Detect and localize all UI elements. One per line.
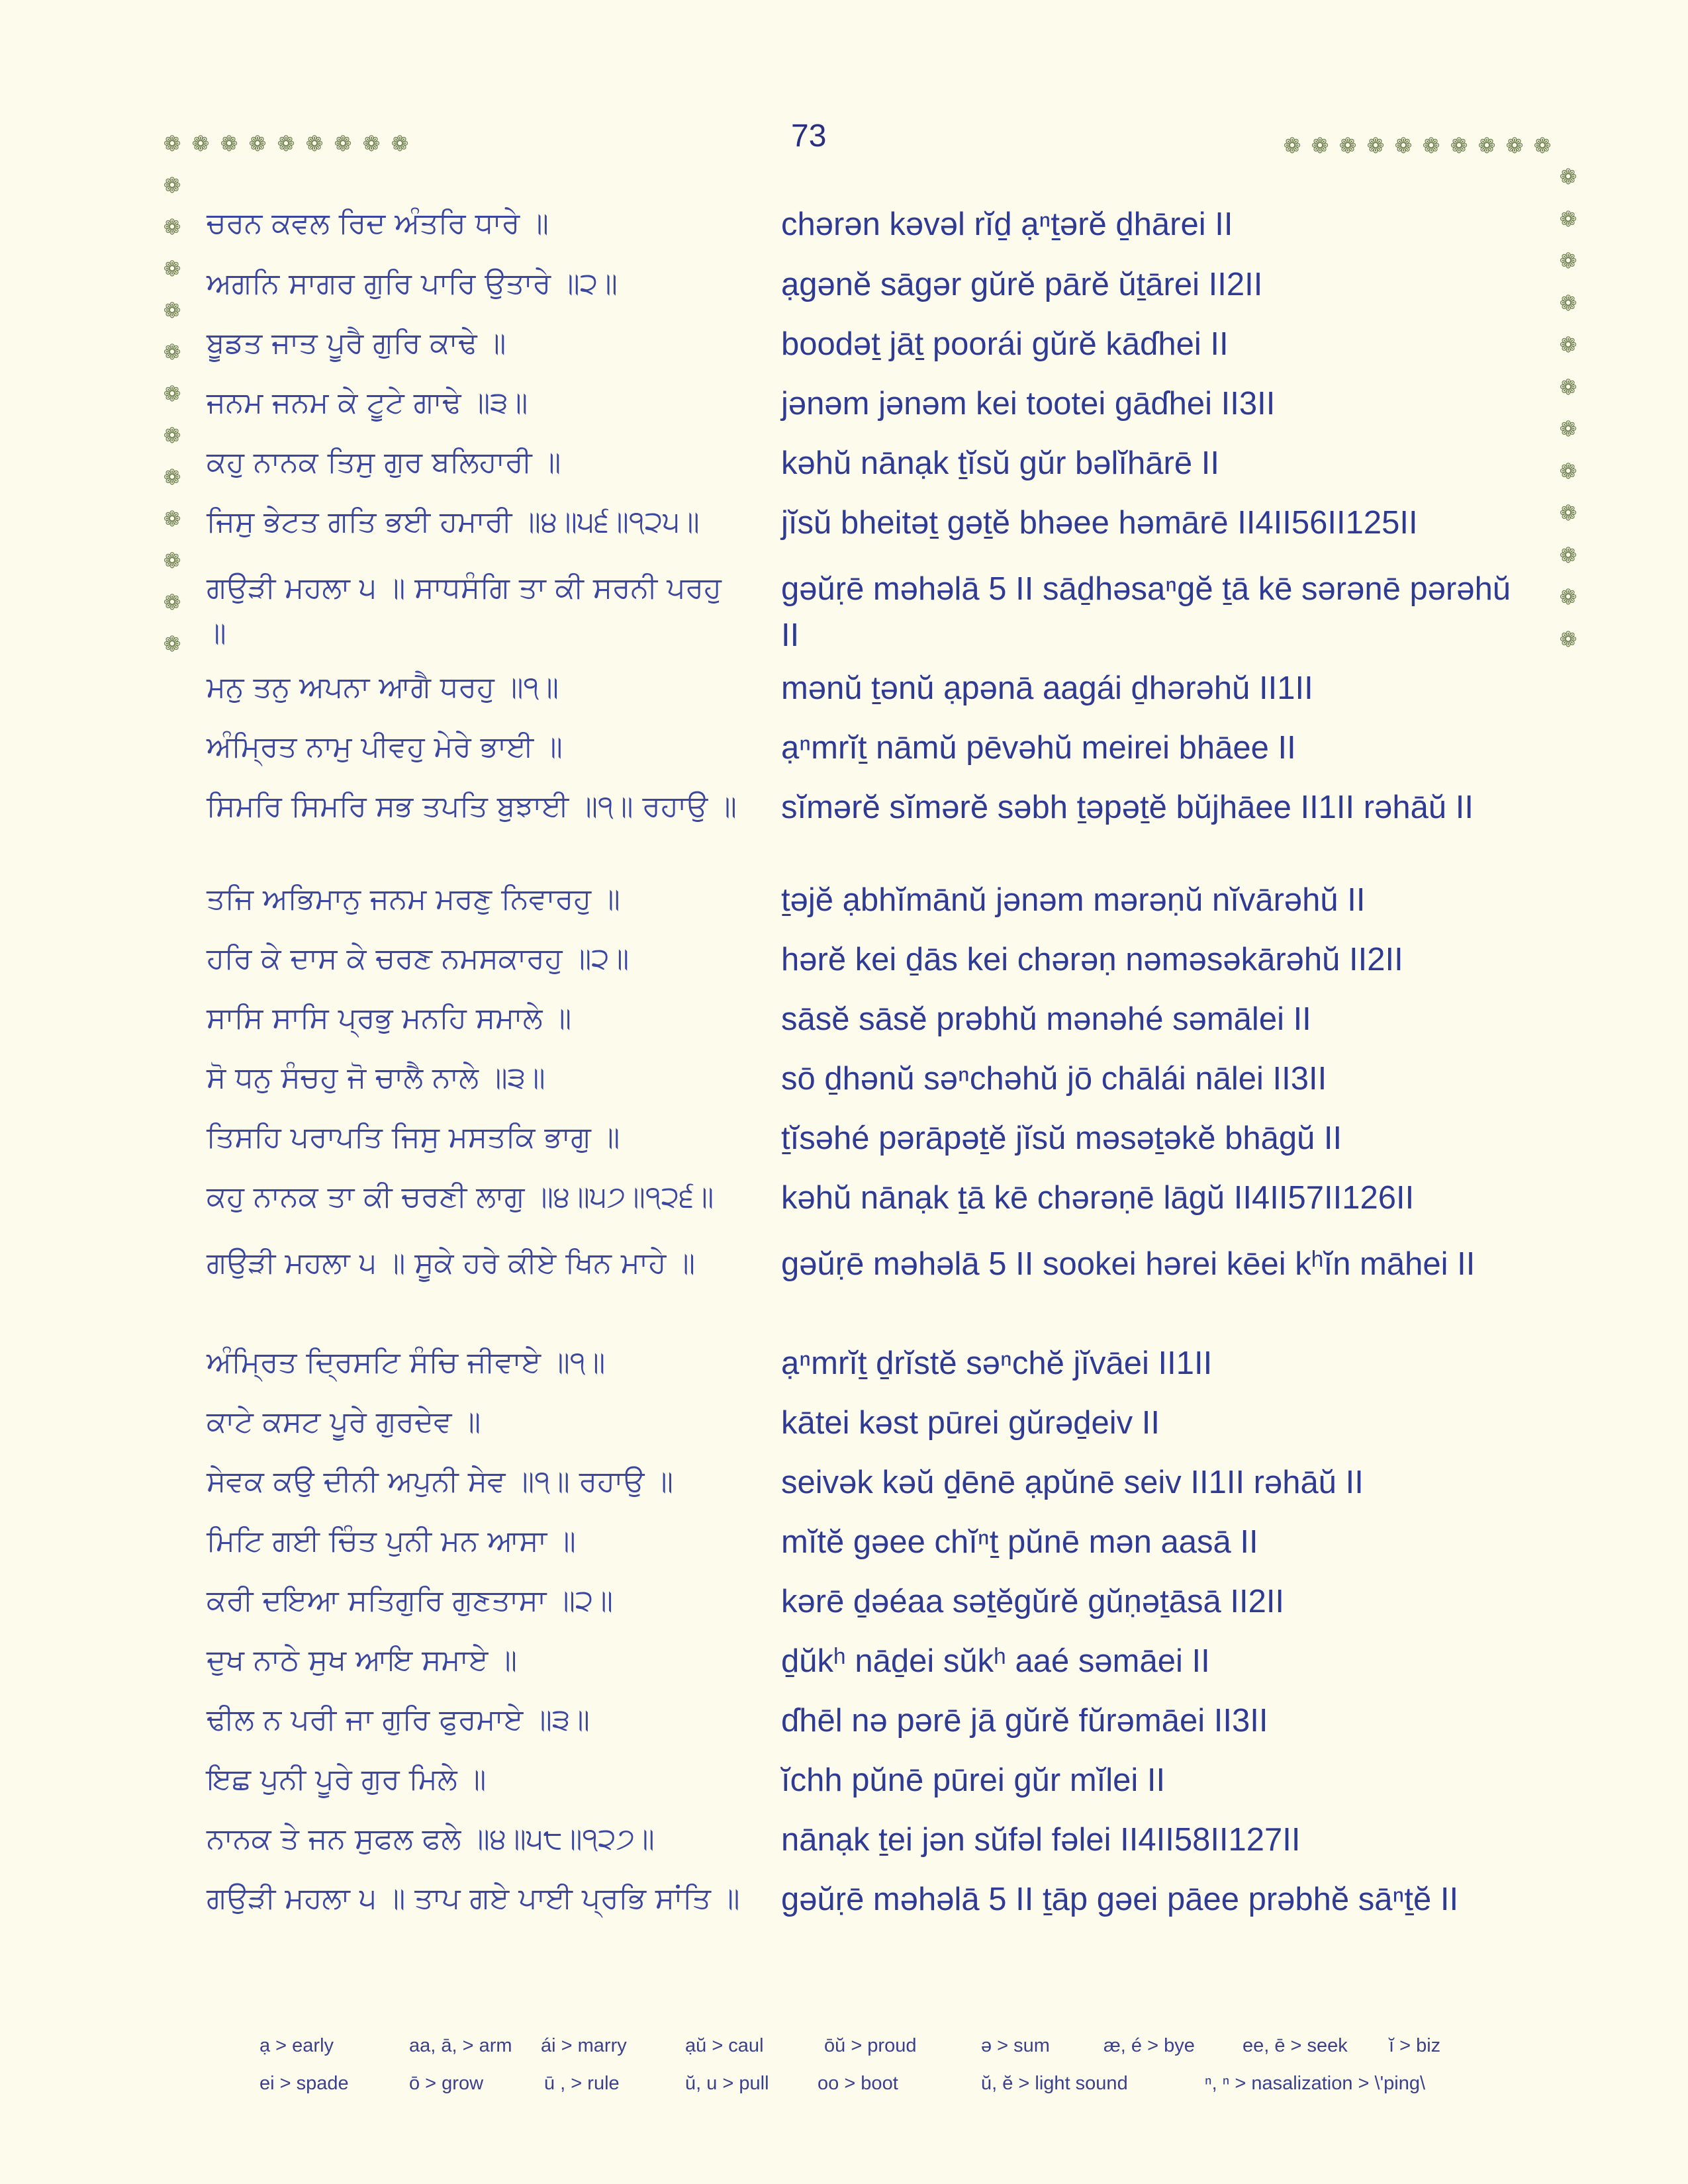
gurmukhi-text: ਸੇਵਕ ਕਉ ਦੀਨੀ ਅਪੁਨੀ ਸੇਵ ॥੧॥ ਰਹਾਉ ॥ [207, 1465, 674, 1498]
flower-ornament-icon: ❁ [1533, 133, 1552, 158]
transliteration-text: sĭmərĕ sĭmərĕ səbh ṯəpəṯĕ bŭjhāee II1II rəhāŭ II [781, 790, 1474, 825]
transliteration-text: jĭsŭ bheitəṯ gəṯĕ bhəee həmārē II4II56II125II [781, 505, 1418, 541]
flower-ornament-icon: ❁ [1477, 133, 1496, 158]
flower-ornament-icon: ❁ [163, 256, 181, 281]
transliteration-text: mĭtĕ gəee chĭⁿṯ pŭnē mən aasā II [781, 1524, 1258, 1560]
legend-item: ŭ, u > pull [685, 2073, 769, 2094]
transliteration-text: jənəm jənəm kei tootei gāɗhei II3II [781, 386, 1276, 422]
flower-ornament-icon: ❁ [163, 298, 181, 323]
flower-ornament-icon: ❁ [163, 465, 181, 490]
transliteration-text: kātei kəst pūrei gŭrəḏeiv II [781, 1405, 1160, 1441]
gurmukhi-text: ਮਿਟਿ ਗਈ ਚਿੰਤ ਪੁਨੀ ਮਨ ਆਸਾ ॥ [207, 1524, 576, 1558]
flower-ornament-icon: ❁ [163, 340, 181, 365]
flower-ornament-icon: ❁ [248, 131, 267, 156]
legend-item: ạ > early [259, 2035, 334, 2056]
gurmukhi-text: ਮਨੁ ਤਨੁ ਅਪਨਾ ਆਗੈ ਧਰਹੁ ॥੧॥ [207, 670, 559, 704]
flower-ornament-icon: ❁ [334, 131, 352, 156]
flower-ornament-icon: ❁ [305, 131, 324, 156]
transliteration-text: ạⁿmrĭṯ ḏrĭstĕ səⁿchĕ jĭvāei II1II [781, 1345, 1213, 1381]
flower-ornament-icon: ❁ [163, 631, 181, 657]
transliteration-text: sāsĕ sāsĕ prəbhŭ mənəhé səmālei II [781, 1001, 1311, 1037]
flower-ornament-icon: ❁ [163, 173, 181, 198]
flower-ornament-icon: ❁ [1559, 248, 1577, 273]
flower-ornament-icon: ❁ [1559, 500, 1577, 525]
transliteration-text: hərĕ kei ḏās kei chərəṇ nəməsəkārəhŭ II2II [781, 942, 1403, 978]
transliteration-text: ṯəjĕ ạbhĭmānŭ jənəm mərəṇŭ nĭvārəhŭ II [781, 882, 1366, 918]
transliteration-text: gəŭṛē məhəlā 5 II ṯāp gəei pāee prəbhĕ sāⁿṯĕ II [781, 1882, 1459, 1917]
flower-ornament-icon: ❁ [1559, 290, 1577, 316]
legend-item: æ, é > bye [1103, 2035, 1195, 2056]
flower-ornament-icon: ❁ [163, 214, 181, 240]
flower-ornament-icon: ❁ [191, 131, 210, 156]
flower-ornament-icon: ❁ [1559, 206, 1577, 232]
transliteration-text: ạⁿmrĭṯ nāmŭ pēvəhŭ meirei bhāee II [781, 730, 1296, 766]
transliteration-text: kəhŭ nānạk ṯā kē chərəṇē lāgŭ II4II57II126II [781, 1180, 1415, 1216]
gurmukhi-text: ਨਾਨਕ ਤੇ ਜਨ ਸੁਫਲ ਫਲੇ ॥੪॥੫੮॥੧੨੭॥ [207, 1822, 655, 1856]
legend-item: oo > boot [818, 2073, 898, 2094]
gurmukhi-text: ਦੁਖ ਨਾਠੇ ਸੁਖ ਆਇ ਸਮਾਏ ॥ [207, 1643, 518, 1677]
gurmukhi-text: ਤਿਸਹਿ ਪਰਾਪਤਿ ਜਿਸੁ ਮਸਤਕਿ ਭਾਗੁ ॥ [207, 1120, 620, 1154]
gurmukhi-text: ਕਹੁ ਨਾਨਕ ਤਿਸੁ ਗੁਰ ਬਲਿਹਾਰੀ ॥ [207, 445, 561, 479]
flower-ornament-icon: ❁ [1311, 133, 1329, 158]
legend-item: ō > grow [409, 2073, 484, 2094]
gurmukhi-text: ਹਰਿ ਕੇ ਦਾਸ ਕੇ ਚਰਣ ਨਮਸਕਾਰਹੁ ॥੨॥ [207, 942, 630, 976]
flower-ornament-icon: ❁ [1394, 133, 1413, 158]
flower-ornament-icon: ❁ [163, 506, 181, 531]
transliteration-text: gəŭṛē məhəlā 5 II sookei hərei kēei kʰĭn māhei II [781, 1246, 1476, 1282]
gurmukhi-text: ਅੰਮ੍ਰਿਤ ਦ੍ਰਿਸਟਿ ਸੰਚਿ ਜੀਵਾਏ ॥੧॥ [207, 1345, 606, 1379]
transliteration-text: seivək kəŭ ḏēnē ạpŭnē seiv II1II rəhāŭ II [781, 1465, 1364, 1500]
flower-ornament-icon: ❁ [163, 381, 181, 406]
transliteration-text: ạgənĕ sāgər gŭrĕ pārĕ ŭṯārei II2II [781, 267, 1263, 302]
flower-ornament-icon: ❁ [362, 131, 381, 156]
legend-item: ū , > rule [544, 2073, 620, 2094]
legend-item: ə > sum [981, 2035, 1050, 2056]
transliteration-text: ĭchh pŭnē pūrei gŭr mĭlei II [781, 1762, 1166, 1798]
gurmukhi-text: ਗਉੜੀ ਮਹਲਾ ੫ ॥ ਸਾਧਸੰਗਿ ਤਾ ਕੀ ਸਰਨੀ ਪਰਹੁ ॥ [207, 571, 722, 650]
transliteration-text: ḏŭkʰ nāḏei sŭkʰ aaé səmāei II [781, 1643, 1210, 1679]
flower-ornament-icon: ❁ [1366, 133, 1385, 158]
gurmukhi-text: ਬੂਡਤ ਜਾਤ ਪੂਰੈ ਗੁਰਿ ਕਾਢੇ ॥ [207, 326, 506, 360]
legend-item: ⁿ, ⁿ > nasalization > \'ping\ [1205, 2073, 1426, 2094]
flower-ornament-icon: ❁ [1505, 133, 1524, 158]
flower-ornament-icon: ❁ [1559, 164, 1577, 189]
gurmukhi-text: ਕਹੁ ਨਾਨਕ ਤਾ ਕੀ ਚਰਣੀ ਲਾਗੁ ॥੪॥੫੭॥੧੨੬॥ [207, 1180, 714, 1214]
flower-ornament-icon: ❁ [1559, 542, 1577, 568]
flower-ornament-icon: ❁ [1450, 133, 1468, 158]
transliteration-text: sō ḏhənŭ səⁿchəhŭ jō chālái nālei II3II [781, 1061, 1327, 1097]
gurmukhi-text: ਅੰਮ੍ਰਿਤ ਨਾਮੁ ਪੀਵਹੁ ਮੇਰੇ ਭਾਈ ॥ [207, 730, 563, 764]
transliteration-text: nānạk ṯei jən sŭfəl fəlei II4II58II127II [781, 1822, 1301, 1858]
flower-ornament-icon: ❁ [1559, 332, 1577, 357]
transliteration-text: boodəṯ jāṯ poorái gŭrĕ kāɗhei II [781, 326, 1229, 362]
legend-item: ŭ, ĕ > light sound [981, 2073, 1128, 2094]
flower-ornament-icon: ❁ [163, 423, 181, 448]
flower-ornament-icon: ❁ [1559, 416, 1577, 441]
transliteration-text: chərən kəvəl rĭḏ ạⁿṯərĕ ḏhārei II [781, 206, 1233, 242]
legend-item: ee, ē > seek [1243, 2035, 1348, 2056]
flower-ornament-icon: ❁ [1559, 458, 1577, 484]
flower-ornament-icon: ❁ [1559, 584, 1577, 610]
legend-item: ōŭ > proud [824, 2035, 917, 2056]
flower-ornament-icon: ❁ [277, 131, 295, 156]
legend-item: ạŭ > caul [685, 2035, 764, 2056]
flower-ornament-icon: ❁ [1559, 626, 1577, 652]
transliteration-text: gəŭṛē məhəlā 5 II sāḏhəsaⁿgĕ ṯā kē sərənē pərəhŭ II [781, 571, 1511, 653]
gurmukhi-text: ਢੀਲ ਨ ਪਰੀ ਜਾ ਗੁਰਿ ਫੁਰਮਾਏ ॥੩॥ [207, 1703, 590, 1737]
flower-ornament-icon: ❁ [163, 131, 181, 156]
gurmukhi-text: ਕਰੀ ਦਇਆ ਸਤਿਗੁਰਿ ਗੁਣਤਾਸਾ ॥੨॥ [207, 1584, 613, 1617]
gurmukhi-text: ਜਨਮ ਜਨਮ ਕੇ ਟੂਟੇ ਗਾਢੇ ॥੩॥ [207, 386, 528, 420]
flower-ornament-icon: ❁ [1283, 133, 1301, 158]
gurmukhi-text: ਜਿਸੁ ਭੇਟਤ ਗਤਿ ਭਈ ਹਮਾਰੀ ॥੪॥੫੬॥੧੨੫॥ [207, 505, 700, 539]
legend-item: ái > marry [541, 2035, 627, 2056]
gurmukhi-text: ਇਛ ਪੁਨੀ ਪੂਰੇ ਗੁਰ ਮਿਲੇ ॥ [207, 1762, 487, 1796]
legend-item: ei > spade [259, 2073, 349, 2094]
flower-ornament-icon: ❁ [163, 548, 181, 573]
gurmukhi-text: ਸੋ ਧਨੁ ਸੰਚਹੁ ਜੋ ਚਾਲੈ ਨਾਲੇ ॥੩॥ [207, 1061, 545, 1095]
gurmukhi-text: ਸਾਸਿ ਸਾਸਿ ਪ੍ਰਭੁ ਮਨਹਿ ਸਮਾਲੇ ॥ [207, 1001, 572, 1035]
transliteration-text: kəhŭ nānạk ṯĭsŭ gŭr bəlĭhārē II [781, 445, 1219, 481]
transliteration-text: kərē ḏəéaa səṯĕgŭrĕ gŭṇəṯāsā II2II [781, 1584, 1285, 1619]
gurmukhi-text: ਗਉੜੀ ਮਹਲਾ ੫ ॥ ਸੂਕੇ ਹਰੇ ਕੀਏ ਖਿਨ ਮਾਹੇ ॥ [207, 1246, 696, 1280]
legend-item: aa, ā, > arm [409, 2035, 512, 2056]
flower-ornament-icon: ❁ [220, 131, 238, 156]
gurmukhi-text: ਅਗਨਿ ਸਾਗਰ ਗੁਰਿ ਪਾਰਿ ਉਤਾਰੇ ॥੨॥ [207, 267, 618, 300]
flower-ornament-icon: ❁ [1559, 374, 1577, 400]
transliteration-text: ṯĭsəhé pərāpəṯĕ jĭsŭ məsəṯəkĕ bhāgŭ II [781, 1120, 1342, 1156]
flower-ornament-icon: ❁ [163, 590, 181, 615]
gurmukhi-text: ਚਰਨ ਕਵਲ ਰਿਦ ਅੰਤਰਿ ਧਾਰੇ ॥ [207, 206, 549, 240]
flower-ornament-icon: ❁ [1338, 133, 1357, 158]
legend-item: ĭ > biz [1389, 2035, 1441, 2056]
page-number: 73 [791, 118, 827, 154]
flower-ornament-icon: ❁ [1422, 133, 1440, 158]
transliteration-text: mənŭ ṯənŭ ạpənā aagái ḏhərəhŭ II1II [781, 670, 1313, 706]
gurmukhi-text: ਗਉੜੀ ਮਹਲਾ ੫ ॥ ਤਾਪ ਗਏ ਪਾਈ ਪ੍ਰਭਿ ਸਾਂਤਿ ॥ [207, 1882, 740, 1915]
gurmukhi-text: ਕਾਟੇ ਕਸਟ ਪੂਰੇ ਗੁਰਦੇਵ ॥ [207, 1405, 481, 1439]
gurmukhi-text: ਤਜਿ ਅਭਿਮਾਨੁ ਜਨਮ ਮਰਣੁ ਨਿਵਾਰਹੁ ॥ [207, 882, 620, 916]
flower-ornament-icon: ❁ [391, 131, 409, 156]
transliteration-text: ɗhēl nə pərē jā gŭrĕ fŭrəmāei II3II [781, 1703, 1268, 1739]
gurmukhi-text: ਸਿਮਰਿ ਸਿਮਰਿ ਸਭ ਤਪਤਿ ਬੁਝਾਈ ॥੧॥ ਰਹਾਉ ॥ [207, 790, 737, 823]
